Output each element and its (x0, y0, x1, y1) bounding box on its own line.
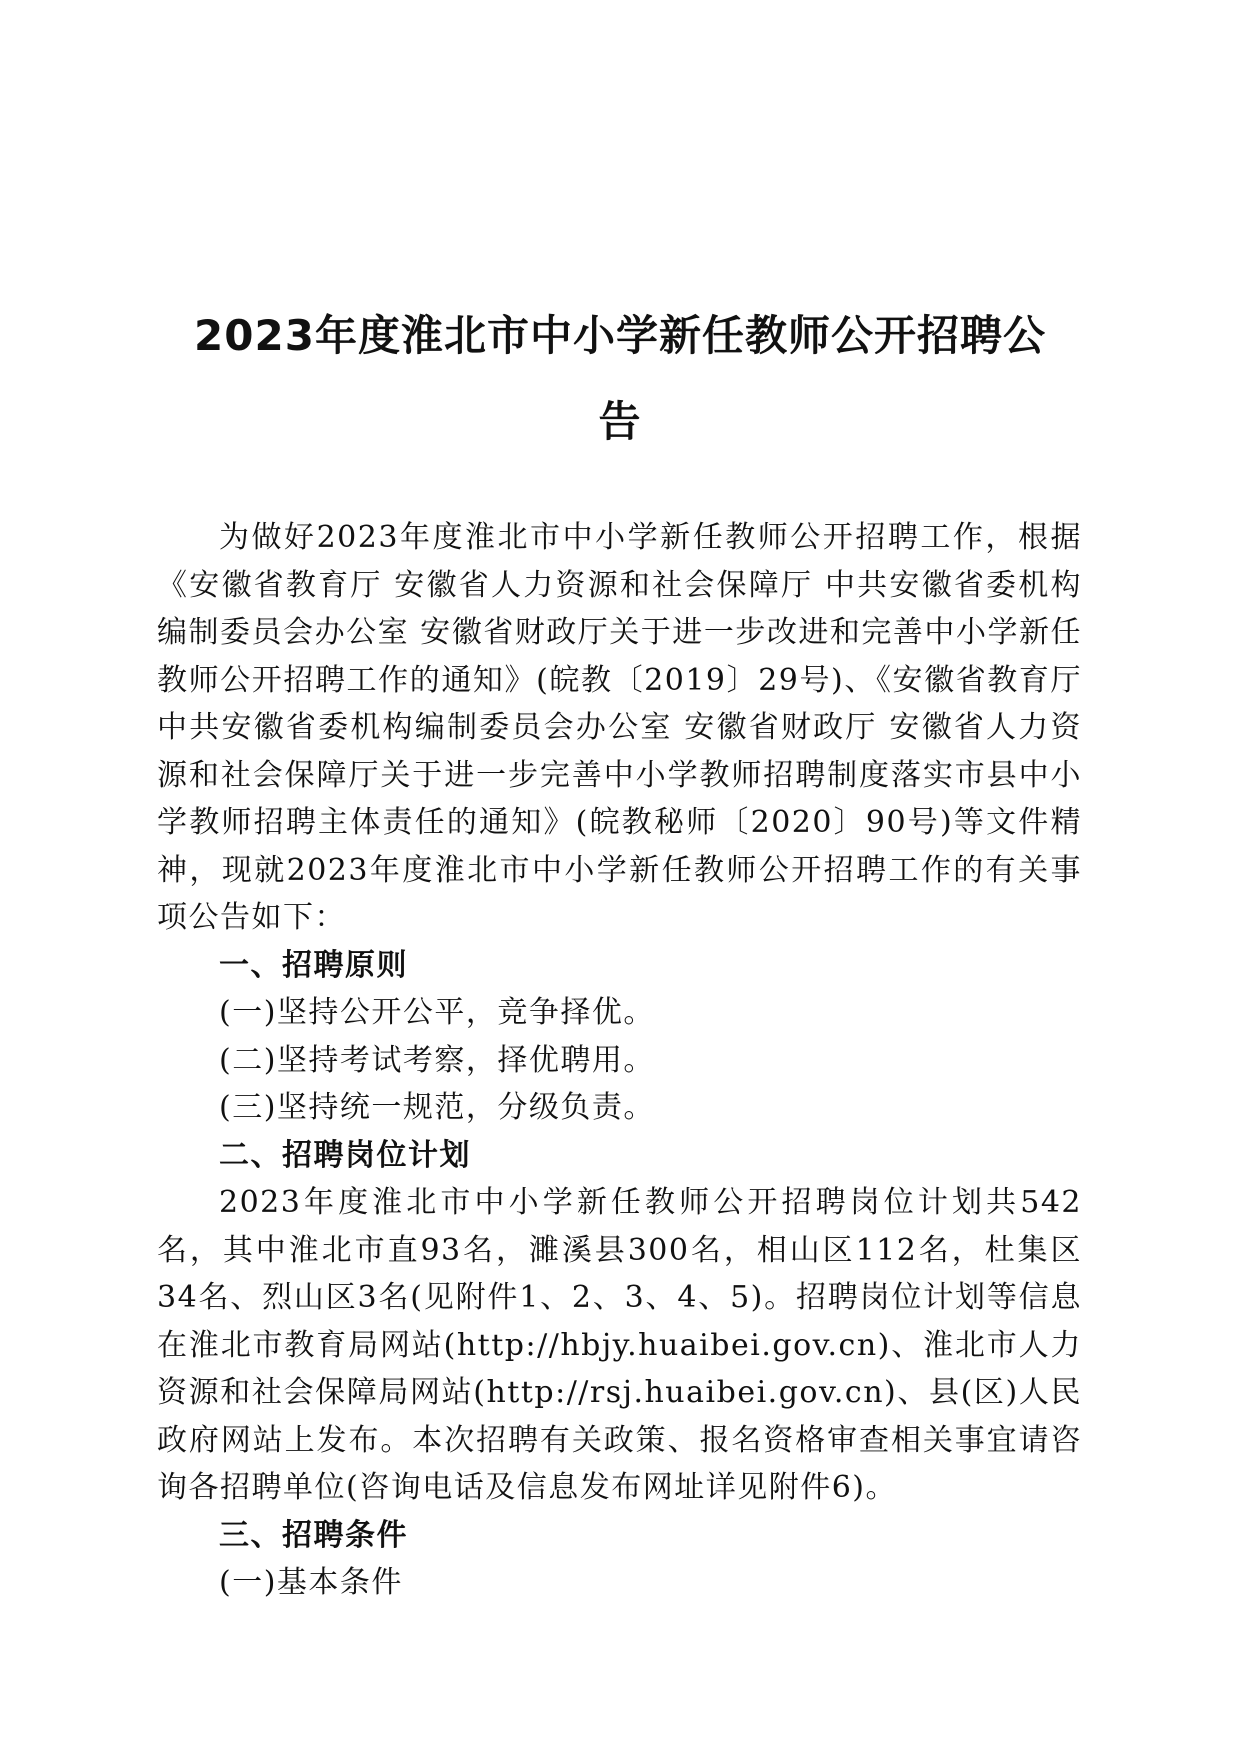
positions-paragraph: 2023年度淮北市中小学新任教师公开招聘岗位计划共542名，其中淮北市直93名，濉溪县300名，相山区112名，杜集区34名、烈山区3名(见附件1、2、3、4、5)。招聘岗位计划等信息在淮北市教育局网站(http://hbjy.huaibei.gov.cn)、淮北市人力资源和社会保障局网站(http://rsj.huaibei.gov.cn)、县(区)人民政府网站上发布。本次招聘有关政策、报名资格审查相关事宜请咨询各招聘单位(咨询电话及信息发布网址详见附件6)。 (157, 1185, 1082, 1505)
conditions-item: (一)基本条件 (219, 1565, 403, 1600)
intro-paragraph: 为做好2023年度淮北市中小学新任教师公开招聘工作，根据《安徽省教育厅 安徽省人力资源和社会保障厅 中共安徽省委机构编制委员会办公室 安徽省财政厅关于进一步改进和完善中小学新任教师公开招聘工作的通知》(皖教〔2019〕29号)、《安徽省教育厅 中共安徽省委机构编制委员会办公室 安徽省财政厅 安徽省人力资源和社会保障厅关于进一步完善中小学教师招聘制度落实市县中小学教师招聘主体责任的通知》(皖教秘师〔2020〕90号)等文件精神，现就2023年度淮北市中小学新任教师公开招聘工作的有关事项公告如下： (157, 520, 1082, 935)
principle-item: (二)坚持考试考察，择优聘用。 (219, 1042, 655, 1078)
principle-item: (一)坚持公开公平，竞争择优。 (219, 995, 655, 1030)
section-heading-principles: 一、招聘原则 (219, 947, 408, 983)
section-heading-positions: 二、招聘岗位计划 (219, 1137, 471, 1173)
document-title-line2: 告 (598, 397, 642, 446)
document-title-line1: 2023年度淮北市中小学新任教师公开招聘公 (194, 311, 1046, 360)
document-body (157, 514, 1082, 1607)
section-heading-conditions: 三、招聘条件 (219, 1517, 408, 1553)
principle-item: (三)坚持统一规范，分级负责。 (219, 1090, 655, 1125)
